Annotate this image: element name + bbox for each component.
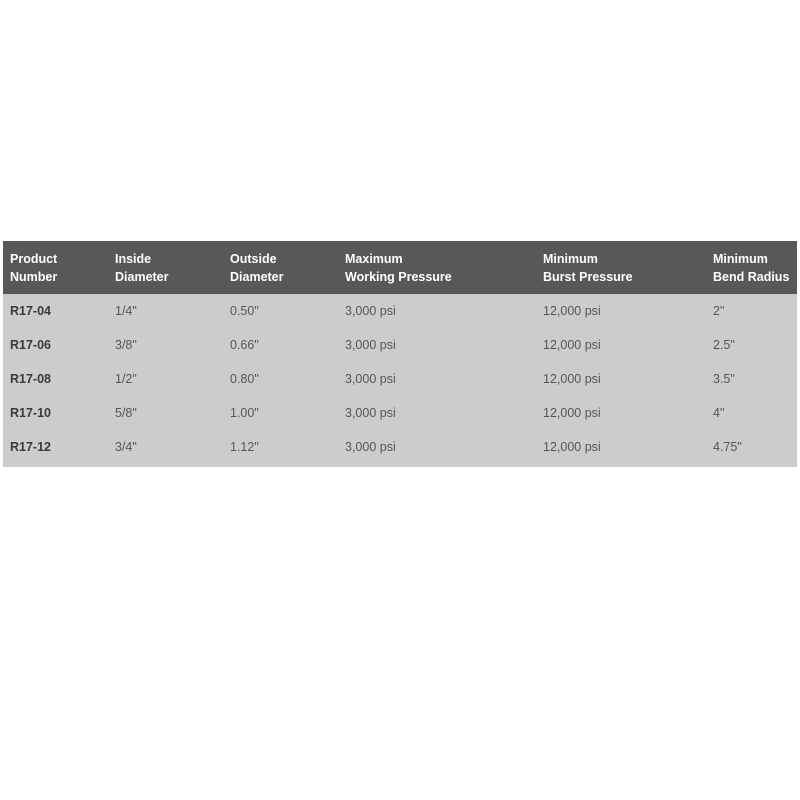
header-line: Number: [10, 270, 58, 284]
outside-diameter-cell: 1.12": [230, 440, 259, 454]
header-line: Maximum: [345, 252, 403, 266]
header-line: Diameter: [115, 270, 169, 284]
outside-diameter-cell: 0.50": [230, 304, 259, 318]
header-line: Minimum: [713, 252, 768, 266]
bend-radius-cell: 4.75": [713, 440, 742, 454]
product-number-cell: R17-06: [10, 338, 51, 352]
inside-diameter-cell: 5/8": [115, 406, 137, 420]
outside-diameter-cell: 1.00": [230, 406, 259, 420]
working-pressure-cell: 3,000 psi: [345, 440, 396, 454]
header-line: Product: [10, 252, 58, 266]
header-line: Diameter: [230, 270, 284, 284]
bend-radius-cell: 2.5": [713, 338, 735, 352]
header-inside-diameter: [115, 250, 169, 286]
burst-pressure-cell: 12,000 psi: [543, 440, 601, 454]
bend-radius-cell: 2": [713, 304, 725, 318]
table-header-row: [3, 241, 797, 294]
header-line: Burst Pressure: [543, 270, 633, 284]
inside-diameter-cell: 1/4": [115, 304, 137, 318]
product-number-cell: R17-12: [10, 440, 51, 454]
burst-pressure-cell: 12,000 psi: [543, 372, 601, 386]
burst-pressure-cell: 12,000 psi: [543, 406, 601, 420]
table-row: [3, 396, 797, 430]
header-min-burst-pressure: [543, 250, 633, 286]
burst-pressure-cell: 12,000 psi: [543, 338, 601, 352]
header-line: Bend Radius: [713, 270, 790, 284]
outside-diameter-cell: 0.80": [230, 372, 259, 386]
product-number-cell: R17-08: [10, 372, 51, 386]
header-min-bend-radius: [713, 250, 789, 286]
product-number-cell: R17-10: [10, 406, 51, 420]
working-pressure-cell: 3,000 psi: [345, 338, 396, 352]
header-outside-diameter: [230, 250, 284, 286]
table-row: [3, 328, 797, 362]
inside-diameter-cell: 1/2": [115, 372, 137, 386]
header-line: Outside: [230, 252, 277, 266]
bend-radius-cell: 3.5": [713, 372, 735, 386]
header-line: Inside: [115, 252, 152, 266]
header-line: Minimum: [543, 252, 598, 266]
product-spec-table: [3, 241, 797, 467]
outside-diameter-cell: 0.66": [230, 338, 259, 352]
working-pressure-cell: 3,000 psi: [345, 304, 396, 318]
bend-radius-cell: 4": [713, 406, 725, 420]
working-pressure-cell: 3,000 psi: [345, 372, 396, 386]
working-pressure-cell: 3,000 psi: [345, 406, 396, 420]
product-number-cell: R17-04: [10, 304, 51, 318]
header-max-working-pressure: [345, 250, 452, 286]
table-row: [3, 294, 797, 328]
table-row: [3, 362, 797, 396]
burst-pressure-cell: 12,000 psi: [543, 304, 601, 318]
inside-diameter-cell: 3/8": [115, 338, 137, 352]
table-row: [3, 430, 797, 464]
header-line: Working Pressure: [345, 270, 452, 284]
header-product-number: [10, 250, 57, 286]
inside-diameter-cell: 3/4": [115, 440, 137, 454]
